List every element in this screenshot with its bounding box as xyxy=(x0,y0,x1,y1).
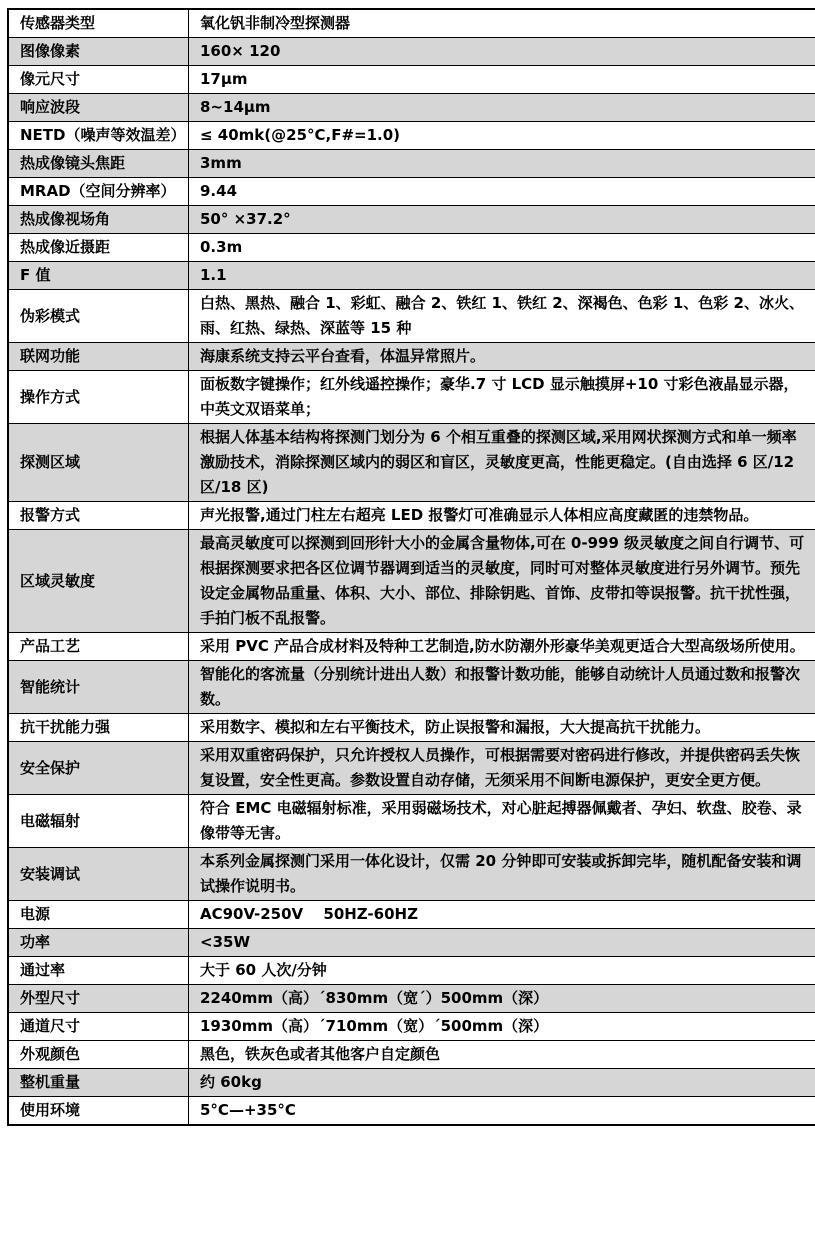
spec-row xyxy=(8,94,815,122)
spec-label-cell: 伪彩模式 xyxy=(8,290,189,343)
spec-label-cell: MRAD（空间分辨率） xyxy=(8,178,189,206)
spec-row xyxy=(8,262,815,290)
spec-label-cell: 图像像素 xyxy=(8,38,189,66)
spec-row xyxy=(8,661,815,714)
spec-table-body xyxy=(8,9,815,1125)
spec-row xyxy=(8,530,815,633)
spec-row xyxy=(8,9,815,38)
spec-value-cell: 采用双重密码保护，只允许授权人员操作，可根据需要对密码进行修改，并提供密码丢失恢复设置，安全性更高。参数设置自动存储，无须采用不间断电源保护，更安全更方便。 xyxy=(189,742,815,795)
spec-row xyxy=(8,795,815,848)
spec-value-cell: ≤ 40mk(@25°C,F#=1.0) xyxy=(189,122,815,150)
spec-label-cell: 操作方式 xyxy=(8,371,189,424)
spec-value-cell: 大于 60 人次/分钟 xyxy=(189,957,815,985)
spec-value-cell: 本系列金属探测门采用一体化设计，仅需 20 分钟即可安装或拆卸完毕，随机配备安装和调试操作说明书。 xyxy=(189,848,815,901)
spec-row xyxy=(8,985,815,1013)
spec-row xyxy=(8,901,815,929)
spec-row xyxy=(8,929,815,957)
spec-row xyxy=(8,290,815,343)
spec-value-cell: 氧化钒非制冷型探测器 xyxy=(189,9,815,38)
spec-label-cell: NETD（噪声等效温差） xyxy=(8,122,189,150)
spec-label-cell: 像元尺寸 xyxy=(8,66,189,94)
spec-label-cell: 智能统计 xyxy=(8,661,189,714)
spec-row xyxy=(8,206,815,234)
spec-label-cell: 整机重量 xyxy=(8,1069,189,1097)
spec-row xyxy=(8,1069,815,1097)
spec-label-cell: 安全保护 xyxy=(8,742,189,795)
spec-label-cell: 使用环境 xyxy=(8,1097,189,1126)
spec-label-cell: 探测区域 xyxy=(8,424,189,502)
spec-value-cell: 符合 EMC 电磁辐射标准，采用弱磁场技术，对心脏起搏器佩戴者、孕妇、软盘、胶卷、录像带等无害。 xyxy=(189,795,815,848)
spec-value-cell: 智能化的客流量（分别统计进出人数）和报警计数功能，能够自动统计人员通过数和报警次数。 xyxy=(189,661,815,714)
spec-label-cell: 传感器类型 xyxy=(8,9,189,38)
spec-label-cell: 报警方式 xyxy=(8,502,189,530)
spec-label-cell: 抗干扰能力强 xyxy=(8,714,189,742)
spec-label-cell: 通过率 xyxy=(8,957,189,985)
spec-value-cell: 声光报警,通过门柱左右超亮 LED 报警灯可准确显示人体相应高度藏匿的违禁物品。 xyxy=(189,502,815,530)
spec-value-cell: 海康系统支持云平台查看，体温异常照片。 xyxy=(189,343,815,371)
spec-row xyxy=(8,1041,815,1069)
spec-label-cell: 区域灵敏度 xyxy=(8,530,189,633)
spec-value-cell: 白热、黑热、融合 1、彩虹、融合 2、铁红 1、铁红 2、深褐色、色彩 1、色彩 2、冰火、雨、红热、绿热、深蓝等 15 种 xyxy=(189,290,815,343)
spec-value-cell: 1930mm（高）´710mm（宽）´500mm（深） xyxy=(189,1013,815,1041)
spec-label-cell: 联网功能 xyxy=(8,343,189,371)
spec-value-cell: 根据人体基本结构将探测门划分为 6 个相互重叠的探测区域,采用网状探测方式和单一频率激励技术，消除探测区域内的弱区和盲区，灵敏度更高，性能更稳定。(自由选择 6 区/12 区/18 区) xyxy=(189,424,815,502)
spec-label-cell: 产品工艺 xyxy=(8,633,189,661)
spec-label-cell: 热成像视场角 xyxy=(8,206,189,234)
spec-label-cell: 功率 xyxy=(8,929,189,957)
spec-value-cell: 17μm xyxy=(189,66,815,94)
spec-label-cell: 响应波段 xyxy=(8,94,189,122)
spec-label-cell: 安装调试 xyxy=(8,848,189,901)
spec-label-cell: 热成像近摄距 xyxy=(8,234,189,262)
spec-row xyxy=(8,957,815,985)
spec-value-cell: 黑色，铁灰色或者其他客户自定颜色 xyxy=(189,1041,815,1069)
spec-value-cell: 3mm xyxy=(189,150,815,178)
spec-row xyxy=(8,371,815,424)
spec-value-cell: 8~14μm xyxy=(189,94,815,122)
spec-value-cell: 2240mm（高）´830mm（宽´）500mm（深） xyxy=(189,985,815,1013)
spec-label-cell: 通道尺寸 xyxy=(8,1013,189,1041)
spec-row xyxy=(8,150,815,178)
spec-label-cell: 外观颜色 xyxy=(8,1041,189,1069)
spec-row xyxy=(8,633,815,661)
spec-row xyxy=(8,424,815,502)
spec-label-cell: 外型尺寸 xyxy=(8,985,189,1013)
spec-row xyxy=(8,343,815,371)
spec-row xyxy=(8,848,815,901)
spec-value-cell: 160× 120 xyxy=(189,38,815,66)
spec-value-cell: 50° ×37.2° xyxy=(189,206,815,234)
spec-row xyxy=(8,178,815,206)
spec-row xyxy=(8,66,815,94)
spec-label-cell: 电源 xyxy=(8,901,189,929)
spec-table xyxy=(7,8,815,1126)
spec-label-cell: 电磁辐射 xyxy=(8,795,189,848)
spec-value-cell: 5°C—+35°C xyxy=(189,1097,815,1126)
spec-row xyxy=(8,502,815,530)
spec-label-cell: 热成像镜头焦距 xyxy=(8,150,189,178)
spec-row xyxy=(8,122,815,150)
spec-value-cell: 最高灵敏度可以探测到回形针大小的金属含量物体,可在 0-999 级灵敏度之间自行调节、可根据探测要求把各区位调节器调到适当的灵敏度，同时可对整体灵敏度进行另外调节。预先设定金属物品重量、体积、大小、部位、排除钥匙、首饰、皮带扣等误报警。抗干扰性强，手拍门板不乱报警。 xyxy=(189,530,815,633)
spec-value-cell: 约 60kg xyxy=(189,1069,815,1097)
spec-value-cell: 面板数字键操作；红外线遥控操作；豪华.7 寸 LCD 显示触摸屏+10 寸彩色液晶显示器，中英文双语菜单； xyxy=(189,371,815,424)
spec-row xyxy=(8,1097,815,1126)
spec-label-cell: F 值 xyxy=(8,262,189,290)
spec-value-cell: <35W xyxy=(189,929,815,957)
spec-row xyxy=(8,714,815,742)
spec-value-cell: 采用 PVC 产品合成材料及特种工艺制造,防水防潮外形豪华美观更适合大型高级场所使用。 xyxy=(189,633,815,661)
spec-value-cell: 1.1 xyxy=(189,262,815,290)
spec-row xyxy=(8,742,815,795)
spec-row xyxy=(8,1013,815,1041)
spec-value-cell: 9.44 xyxy=(189,178,815,206)
spec-value-cell: 采用数字、模拟和左右平衡技术，防止误报警和漏报，大大提高抗干扰能力。 xyxy=(189,714,815,742)
spec-row xyxy=(8,234,815,262)
spec-value-cell: 0.3m xyxy=(189,234,815,262)
spec-row xyxy=(8,38,815,66)
spec-value-cell: AC90V-250V 50HZ-60HZ xyxy=(189,901,815,929)
